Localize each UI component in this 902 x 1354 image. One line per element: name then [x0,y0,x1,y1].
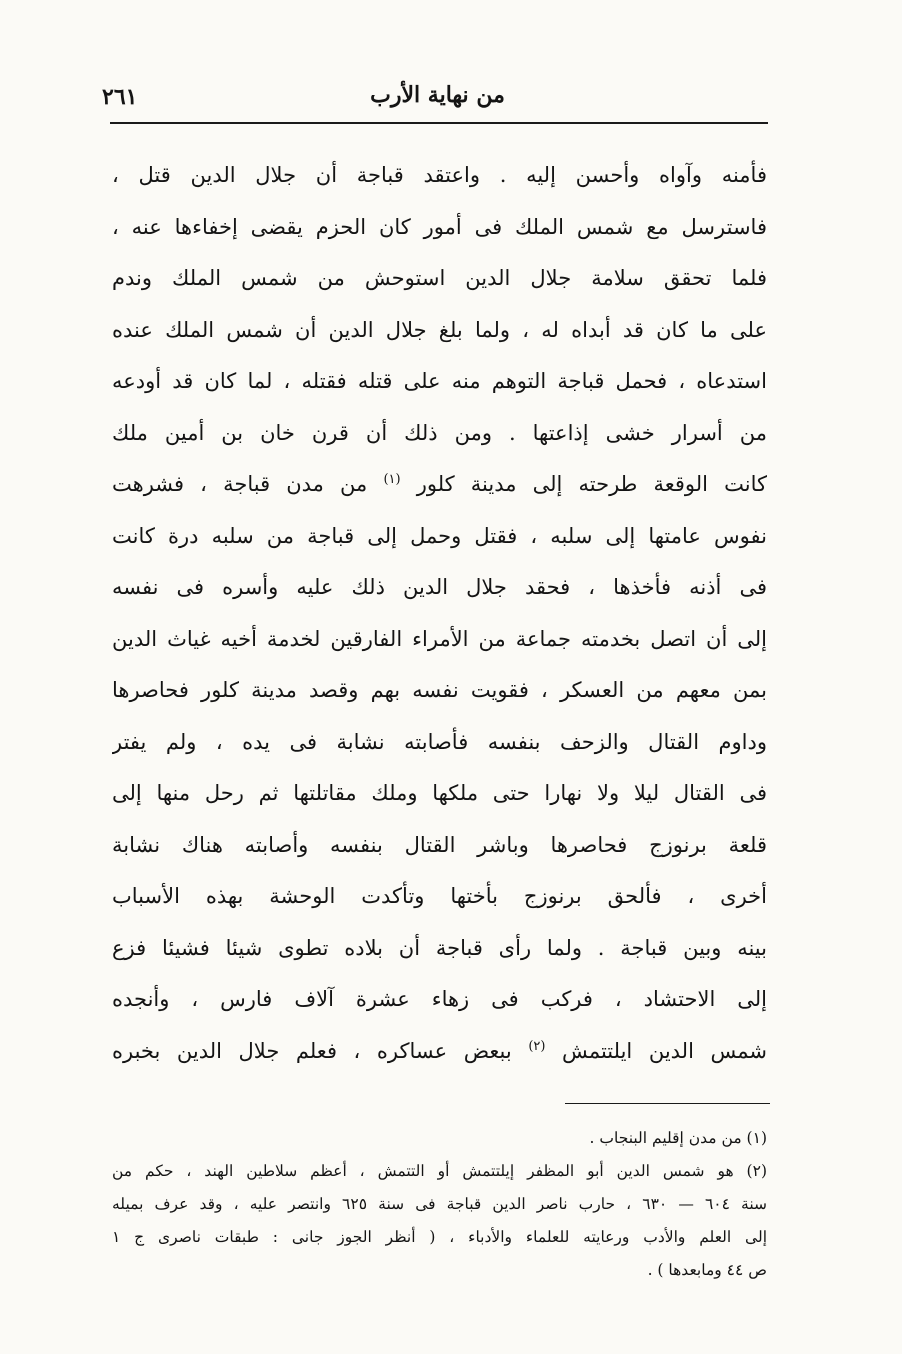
footnote-rule [565,1103,770,1104]
body-line-1: فأمنه وآواه وأحسن إليه . واعتقد قباجة أن جلال الدين قتل ، [112,163,767,187]
header-rule [110,122,768,124]
footnote-2-line-2: سنة ٦٠٤ — ٦٣٠ ، حارب ناصر الدين قباجة فى سنة ٦٢٥ وانتصر عليه ، وقد عرف بميله [112,1195,767,1213]
body-line-13: فى القتال ليلا ولا نهارا حتى ملكها وملك مقاتلتها ثم رحل منها إلى [112,781,767,805]
line7-after: من مدن قباجة ، فشرهت [112,472,368,496]
footnote-1: (١) من مدن إقليم البنجاب . [589,1129,767,1147]
body-line-4: على ما كان قد أبداه له ، ولما بلغ جلال الدين أن شمس الملك عنده [112,317,767,342]
footnotes [112,1122,767,1287]
body-line-11: بمن معهم من العسكر ، فقويت نفسه بهم وقصد مدينة كلور فحاصرها [112,678,767,702]
body-line-18 [112,1026,767,1078]
footnote-2-line-3: إلى العلم والأدب ورعايته للعلماء والأدباء ، ( أنظر الجوز جانى : طبقات ناصرى ج ١ [112,1228,767,1246]
line18-before: شمس الدين ايلتتمش [562,1038,767,1063]
body-line-5: استدعاه ، فحمل قباجة التوهم منه على قتله فقتله ، لما كان قد أودعه [112,369,767,393]
footnote-ref-2: (٢) [528,1038,546,1054]
body-line-7 [112,459,767,511]
body-line-15: أخرى ، فألحق برنوزج بأختها وتأكدت الوحشة بهذه الأسباب [112,884,767,908]
body-line-2: فاسترسل مع شمس الملك فى أمور كان الحزم يقضى إخفاءها عنه ، [112,214,767,239]
body-line-14: قلعة برنوزج فحاصرها وباشر القتال بنفسه وأصابته هناك نشابة [112,832,767,857]
page-number: ٢٦١ [102,84,138,110]
body-line-8: نفوس عامتها إلى سلبه ، فقتل وحمل إلى قباجة من سلبه درة كانت [112,523,767,548]
footnote-ref-1: (١) [383,472,401,487]
body-line-10: إلى أن اتصل بخدمته جماعة من الأمراء الفارقين لخدمة أخيه غياث الدين [112,626,767,651]
body-line-9: فى أذنه فأخذها ، فحقد جلال الدين ذلك عليه وأسره فى نفسه [112,575,767,599]
footnote-2-line-4: ص ٤٤ ومابعدها ) . [647,1261,767,1279]
body-line-6: من أسرار خشى إذاعتها . ومن ذلك أن قرن خان بن أمين ملك [112,420,767,445]
line18-after: ببعض عساكره ، فعلم جلال الدين بخبره [112,1038,512,1063]
body-line-12: وداوم القتال والزحف بنفسه فأصابته نشابة فى يده ، ولم يفتر [112,729,767,754]
body-line-17: إلى الاحتشاد ، فركب فى زهاء عشرة آلاف فارس ، وأنجده [112,987,767,1011]
line7-before: كانت الوقعة طرحته إلى مدينة كلور [416,472,767,496]
body-line-16: بينه وبين قباجة . ولما رأى قباجة أن بلاده تطوى شيئا فشيئا فزع [112,935,767,960]
footnote-2-line-1: (٢) هو شمس الدين أبو المظفر إيلتتمش أو التتمش ، أعظم سلاطين الهند ، حكم من [112,1162,767,1180]
body-line-3: فلما تحقق سلامة جلال الدين استوحش من شمس الملك وندم [112,266,767,290]
body-text [112,150,767,1077]
page-header [102,72,765,122]
running-title: من نهاية الأرب [370,82,505,108]
